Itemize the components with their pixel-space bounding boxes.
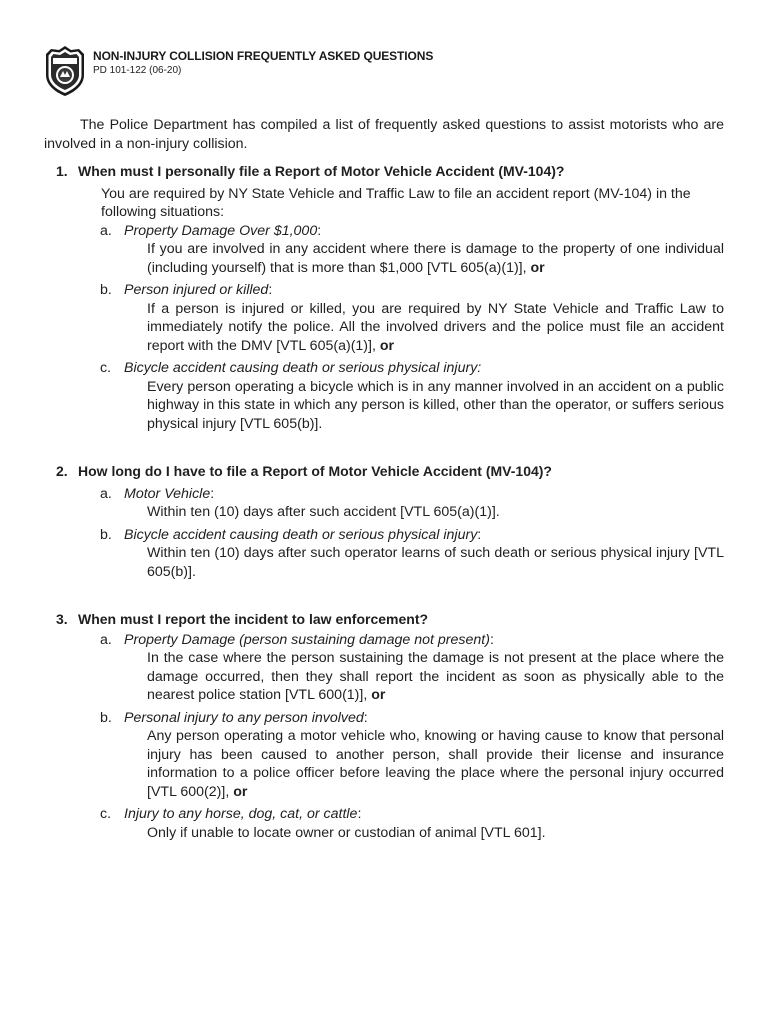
question-text: How long do I have to file a Report of Motor Vehicle Accident (MV-104)? [78,463,552,479]
item-body-text: If a person is injured or killed, you are required by NY State Vehicle and Traffic Law to immediately notify the police. All the involved drivers and the police must file an accident report with the DMV [VTL 605(a)(1)], [147,300,724,354]
question-heading [56,610,724,629]
intro-paragraph: The Police Department has compiled a list of frequently asked questions to assist motorists who are involved in a non-injury collision. [44,117,724,152]
item-body-text: Any person operating a motor vehicle who, knowing or having cause to know that personal injury has been caused to another person, shall provide their license and insurance information to a police officer before leaving the place where the personal injury occurred [VTL 600(2)], [147,728,724,800]
answer-item: a. Property Damage Over $1,000 : If you are involved in any accident where there is damage to the property of one individual (including yourself) that is more than $1,000 [VTL 605(a)(1)], or [100,222,724,276]
item-body-text: Within ten (10) days after such accident [VTL 605(a)(1)]. [147,504,500,520]
item-title: Property Damage Over $1,000 [124,222,318,239]
item-body-text: In the case where the person sustaining the damage is not present at the place where the damage occurred, then they shall report the incident as soon as physically able to the nearest police station [VTL 600(1)], [147,650,724,703]
item-body [147,649,724,705]
item-body [147,824,724,843]
document-body [44,116,724,842]
item-letter: c. [100,360,112,376]
item-letter: a. [100,631,112,648]
answer-item: b. Person injured or killed : If a person is injured or killed, you are required by NY State Vehicle and Traffic Law to immediately notify the police. All the involved drivers and the police must file an accident report with the DMV [VTL 605(a)(1)], or [100,282,724,354]
question-number: 2. [56,463,68,479]
answer-item: c. Bicycle accident causing death or serious physical injury : Every person operating a bicycle which is in any manner involved in an accident on a public highway in this state in which any person is killed, other than the operator, or suffers serious physical injury [VTL 605(b)]. [100,360,724,432]
item-body [147,727,724,801]
question-3 [44,610,724,842]
or-conjunction: or [530,259,545,276]
item-body-text: Every person operating a bicycle which is in any manner involved in an accident on a public highway in this state in which any person is killed, other than the operator, or suffers serious physical injury [VTL 605(b)]. [147,378,724,432]
item-body-text: If you are involved in any accident where there is damage to the property of one individual (including yourself) that is more than $1,000 [VTL 605(a)(1)], [147,241,724,276]
document-title: NON-INJURY COLLISION FREQUENTLY ASKED QUESTIONS [93,49,434,63]
item-title: Property Damage (person sustaining damage not present) [124,631,490,648]
answer-list [44,485,724,582]
item-letter: b. [100,526,112,543]
question-intro: You are required by NY State Vehicle and Traffic Law to file an accident report (MV-104) in the following situations: [101,185,691,220]
item-letter: c. [100,806,112,822]
item-title: Motor Vehicle [124,485,211,502]
item-body-text: Only if unable to locate owner or custodian of animal [VTL 601]. [147,824,546,841]
question-number: 1. [56,163,68,179]
answer-item: b. Bicycle accident causing death or serious physical injury : Within ten (10) days after such operator learns of such death or serious physical injury [VTL 605(b)]. [100,526,724,580]
answer-item: a. Property Damage (person sustaining damage not present) : In the case where the person sustaining the damage is not present at the place where the damage occurred, then they shall report the incident as soon as physically able to the nearest police station [VTL 600(1)], or [100,631,724,703]
question-number: 3. [56,611,68,627]
question-text: When must I personally file a Report of Motor Vehicle Accident (MV-104)? [78,163,565,179]
police-shield-badge-icon [44,45,86,97]
question-text: When must I report the incident to law enforcement? [78,611,429,627]
answer-list [44,222,724,434]
question-1 [44,162,724,433]
document-header [44,45,433,97]
or-conjunction: or [371,687,386,703]
document-form-number: PD 101-122 (06-20) [93,65,182,76]
item-title: Personal injury to any person involved [124,709,364,726]
item-letter: a. [100,485,112,502]
item-body [147,378,724,434]
answer-item: b. Personal injury to any person involved : Any person operating a motor vehicle who, knowing or having cause to know that personal injury has been caused to another person, shall provide their license and insurance information to a police officer before leaving the place where the personal injury occurred [VTL 600(2)], or [100,709,724,800]
item-body-text: Within ten (10) days after such operator learns of such death or serious physical injury [VTL 605(b)]. [147,545,724,580]
answer-item: a. Motor Vehicle : Within ten (10) days after such accident [VTL 605(a)(1)]. [44,485,724,522]
question-2 [44,462,724,581]
item-title: Injury to any horse, dog, cat, or cattle [124,806,358,822]
item-letter: b. [100,709,112,726]
item-body [147,503,724,522]
item-title: Person injured or killed [124,282,269,298]
or-conjunction: or [379,337,395,354]
item-letter: b. [100,282,112,298]
item-body [147,300,724,356]
answer-item: c. Injury to any horse, dog, cat, or cattle : Only if unable to locate owner or custodian of animal [VTL 601]. [44,805,724,842]
item-title: Bicycle accident causing death or serious physical injury [124,526,478,543]
item-body [147,240,724,277]
question-heading [56,162,724,181]
item-letter: a. [100,222,112,239]
item-body [147,544,724,581]
item-title: Bicycle accident causing death or serious physical injury [124,360,478,376]
or-conjunction: or [233,783,248,800]
answer-list [44,631,724,843]
question-heading [56,462,724,481]
